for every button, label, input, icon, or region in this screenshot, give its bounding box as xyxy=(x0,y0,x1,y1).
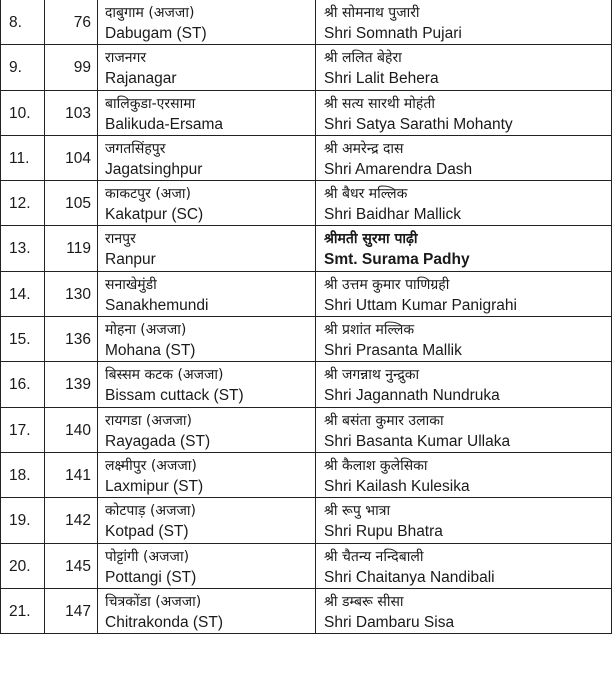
constituency-cell xyxy=(98,498,316,543)
candidate-name-hindi: श्री रूपु भात्रा xyxy=(324,503,391,520)
candidate-name-hindi: श्री सत्य सारथी मोहंती xyxy=(324,95,435,112)
table-row xyxy=(1,407,612,452)
constituency-name-hindi: लक्ष्मीपुर (अजजा) xyxy=(105,457,197,474)
candidate-list-body xyxy=(1,0,612,634)
serial-number: 9. xyxy=(1,45,45,90)
constituency-number: 142 xyxy=(45,498,98,543)
serial-number: 14. xyxy=(1,271,45,316)
candidate-cell xyxy=(316,407,612,452)
constituency-cell xyxy=(98,588,316,633)
candidate-cell xyxy=(316,271,612,316)
constituency-name-english: Dabugam (ST) xyxy=(105,25,207,42)
candidate-cell xyxy=(316,543,612,588)
table-row xyxy=(1,498,612,543)
constituency-name-english: Rayagada (ST) xyxy=(105,432,211,450)
constituency-name-hindi: पोट्टांगी (अजजा) xyxy=(105,548,190,565)
candidate-name-english: Shri Jagannath Nundruka xyxy=(324,387,500,405)
candidate-name-hindi: श्री ललित बेहेरा xyxy=(324,50,402,67)
constituency-number: 145 xyxy=(45,543,98,588)
candidate-name-hindi: श्री अमरेन्द्र दास xyxy=(324,140,404,157)
constituency-name-english: Laxmipur (ST) xyxy=(105,477,204,495)
constituency-name-hindi: रानपुर xyxy=(105,231,136,248)
serial-number: 15. xyxy=(1,317,45,362)
candidate-name-english: Shri Amarendra Dash xyxy=(324,160,473,178)
serial-number: 20. xyxy=(1,543,45,588)
constituency-cell xyxy=(98,226,316,271)
constituency-cell xyxy=(98,317,316,362)
constituency-name-hindi: जगतसिंहपुर xyxy=(105,140,166,157)
candidate-name-english: Shri Prasanta Mallik xyxy=(324,342,462,360)
table-row xyxy=(1,135,612,180)
serial-number: 16. xyxy=(1,362,45,407)
candidate-name-hindi: श्री जगन्नाथ नुन्द्रुका xyxy=(324,367,420,384)
constituency-number: 105 xyxy=(45,181,98,226)
candidate-name-english: Shri Lalit Behera xyxy=(324,70,439,88)
serial-number: 8. xyxy=(1,0,45,45)
constituency-name-hindi: सनाखेमुंडी xyxy=(105,276,157,293)
constituency-name-hindi: बिस्सम कटक (अजजा) xyxy=(105,367,224,384)
constituency-cell xyxy=(98,181,316,226)
candidate-cell xyxy=(316,498,612,543)
candidate-name-hindi: श्री बैधर मल्लिक xyxy=(324,186,408,203)
table-row xyxy=(1,452,612,497)
candidate-name-english: Shri Chaitanya Nandibali xyxy=(324,568,495,586)
constituency-cell xyxy=(98,543,316,588)
table-row xyxy=(1,317,612,362)
constituency-cell xyxy=(98,45,316,90)
constituency-name-english: Chitrakonda (ST) xyxy=(105,613,224,631)
serial-number: 19. xyxy=(1,498,45,543)
constituency-cell xyxy=(98,271,316,316)
constituency-number: 147 xyxy=(45,588,98,633)
table-row xyxy=(1,362,612,407)
constituency-name-english: Pottangi (ST) xyxy=(105,568,197,586)
candidate-name-hindi: श्री सोमनाथ पुजारी xyxy=(324,5,420,21)
serial-number: 12. xyxy=(1,181,45,226)
candidate-name-english: Smt. Surama Padhy xyxy=(324,251,470,269)
constituency-cell xyxy=(98,135,316,180)
candidate-name-english: Shri Dambaru Sisa xyxy=(324,613,455,631)
constituency-number: 140 xyxy=(45,407,98,452)
candidate-cell xyxy=(316,317,612,362)
candidate-name-hindi: श्री बसंता कुमार उलाका xyxy=(324,412,444,429)
candidate-name-english: Shri Satya Sarathi Mohanty xyxy=(324,115,513,133)
candidate-name-hindi: श्री कैलाश कुलेसिका xyxy=(324,457,428,474)
constituency-cell xyxy=(98,452,316,497)
constituency-name-hindi: बालिकुडा-एरसामा xyxy=(105,95,196,112)
constituency-number: 104 xyxy=(45,135,98,180)
constituency-name-english: Jagatsinghpur xyxy=(105,160,203,178)
constituency-cell xyxy=(98,407,316,452)
constituency-number: 76 xyxy=(45,0,98,45)
constituency-cell xyxy=(98,90,316,135)
candidate-name-hindi: श्रीमती सुरमा पाढ़ी xyxy=(324,231,418,248)
candidate-cell xyxy=(316,0,612,45)
constituency-name-hindi: दाबुगाम (अजजा) xyxy=(105,5,195,21)
table-row xyxy=(1,543,612,588)
constituency-cell xyxy=(98,0,316,45)
constituency-name-hindi: राजनगर xyxy=(105,50,147,67)
candidate-cell xyxy=(316,362,612,407)
candidate-cell xyxy=(316,226,612,271)
constituency-name-english: Bissam cuttack (ST) xyxy=(105,387,244,405)
constituency-number: 141 xyxy=(45,452,98,497)
constituency-name-hindi: रायगडा (अजजा) xyxy=(105,412,192,429)
constituency-number: 139 xyxy=(45,362,98,407)
candidate-name-hindi: श्री चैतन्य नन्दिबाली xyxy=(324,548,424,565)
serial-number: 13. xyxy=(1,226,45,271)
candidate-cell xyxy=(316,135,612,180)
constituency-name-english: Ranpur xyxy=(105,251,156,269)
constituency-number: 99 xyxy=(45,45,98,90)
table-row xyxy=(1,0,612,45)
constituency-name-english: Mohana (ST) xyxy=(105,342,196,360)
serial-number: 10. xyxy=(1,90,45,135)
constituency-name-hindi: काकटपुर (अजा) xyxy=(105,186,191,203)
candidate-name-english: Shri Uttam Kumar Panigrahi xyxy=(324,296,517,314)
constituency-number: 130 xyxy=(45,271,98,316)
candidate-name-hindi: श्री डम्बरू सीसा xyxy=(324,593,404,610)
table-row xyxy=(1,45,612,90)
candidate-name-english: Shri Baidhar Mallick xyxy=(324,206,461,224)
candidate-cell xyxy=(316,452,612,497)
candidate-cell xyxy=(316,45,612,90)
candidate-name-english: Shri Somnath Pujari xyxy=(324,25,462,42)
serial-number: 17. xyxy=(1,407,45,452)
serial-number: 18. xyxy=(1,452,45,497)
constituency-name-english: Kakatpur (SC) xyxy=(105,206,204,224)
table-row xyxy=(1,588,612,633)
constituency-name-hindi: चित्रकोंडा (अजजा) xyxy=(105,593,202,610)
constituency-name-hindi: मोहना (अजजा) xyxy=(105,322,187,339)
candidate-name-hindi: श्री उत्तम कुमार पाणिग्रही xyxy=(324,276,450,293)
constituency-name-english: Kotpad (ST) xyxy=(105,523,189,541)
constituency-cell xyxy=(98,362,316,407)
constituency-name-english: Balikuda-Ersama xyxy=(105,115,224,133)
serial-number: 21. xyxy=(1,588,45,633)
constituency-number: 119 xyxy=(45,226,98,271)
table-row xyxy=(1,226,612,271)
table-row xyxy=(1,181,612,226)
table-row xyxy=(1,271,612,316)
candidate-name-english: Shri Basanta Kumar Ullaka xyxy=(324,432,511,450)
constituency-number: 103 xyxy=(45,90,98,135)
candidate-cell xyxy=(316,90,612,135)
candidate-name-english: Shri Kailash Kulesika xyxy=(324,477,470,495)
candidate-name-english: Shri Rupu Bhatra xyxy=(324,523,443,541)
constituency-name-english: Rajanagar xyxy=(105,70,177,88)
candidate-cell xyxy=(316,181,612,226)
candidate-name-hindi: श्री प्रशांत मल्लिक xyxy=(324,322,415,339)
constituency-name-hindi: कोटपाड़ (अजजा) xyxy=(105,503,196,520)
table-row xyxy=(1,90,612,135)
serial-number: 11. xyxy=(1,135,45,180)
constituency-number: 136 xyxy=(45,317,98,362)
candidate-cell xyxy=(316,588,612,633)
constituency-name-english: Sanakhemundi xyxy=(105,296,209,314)
